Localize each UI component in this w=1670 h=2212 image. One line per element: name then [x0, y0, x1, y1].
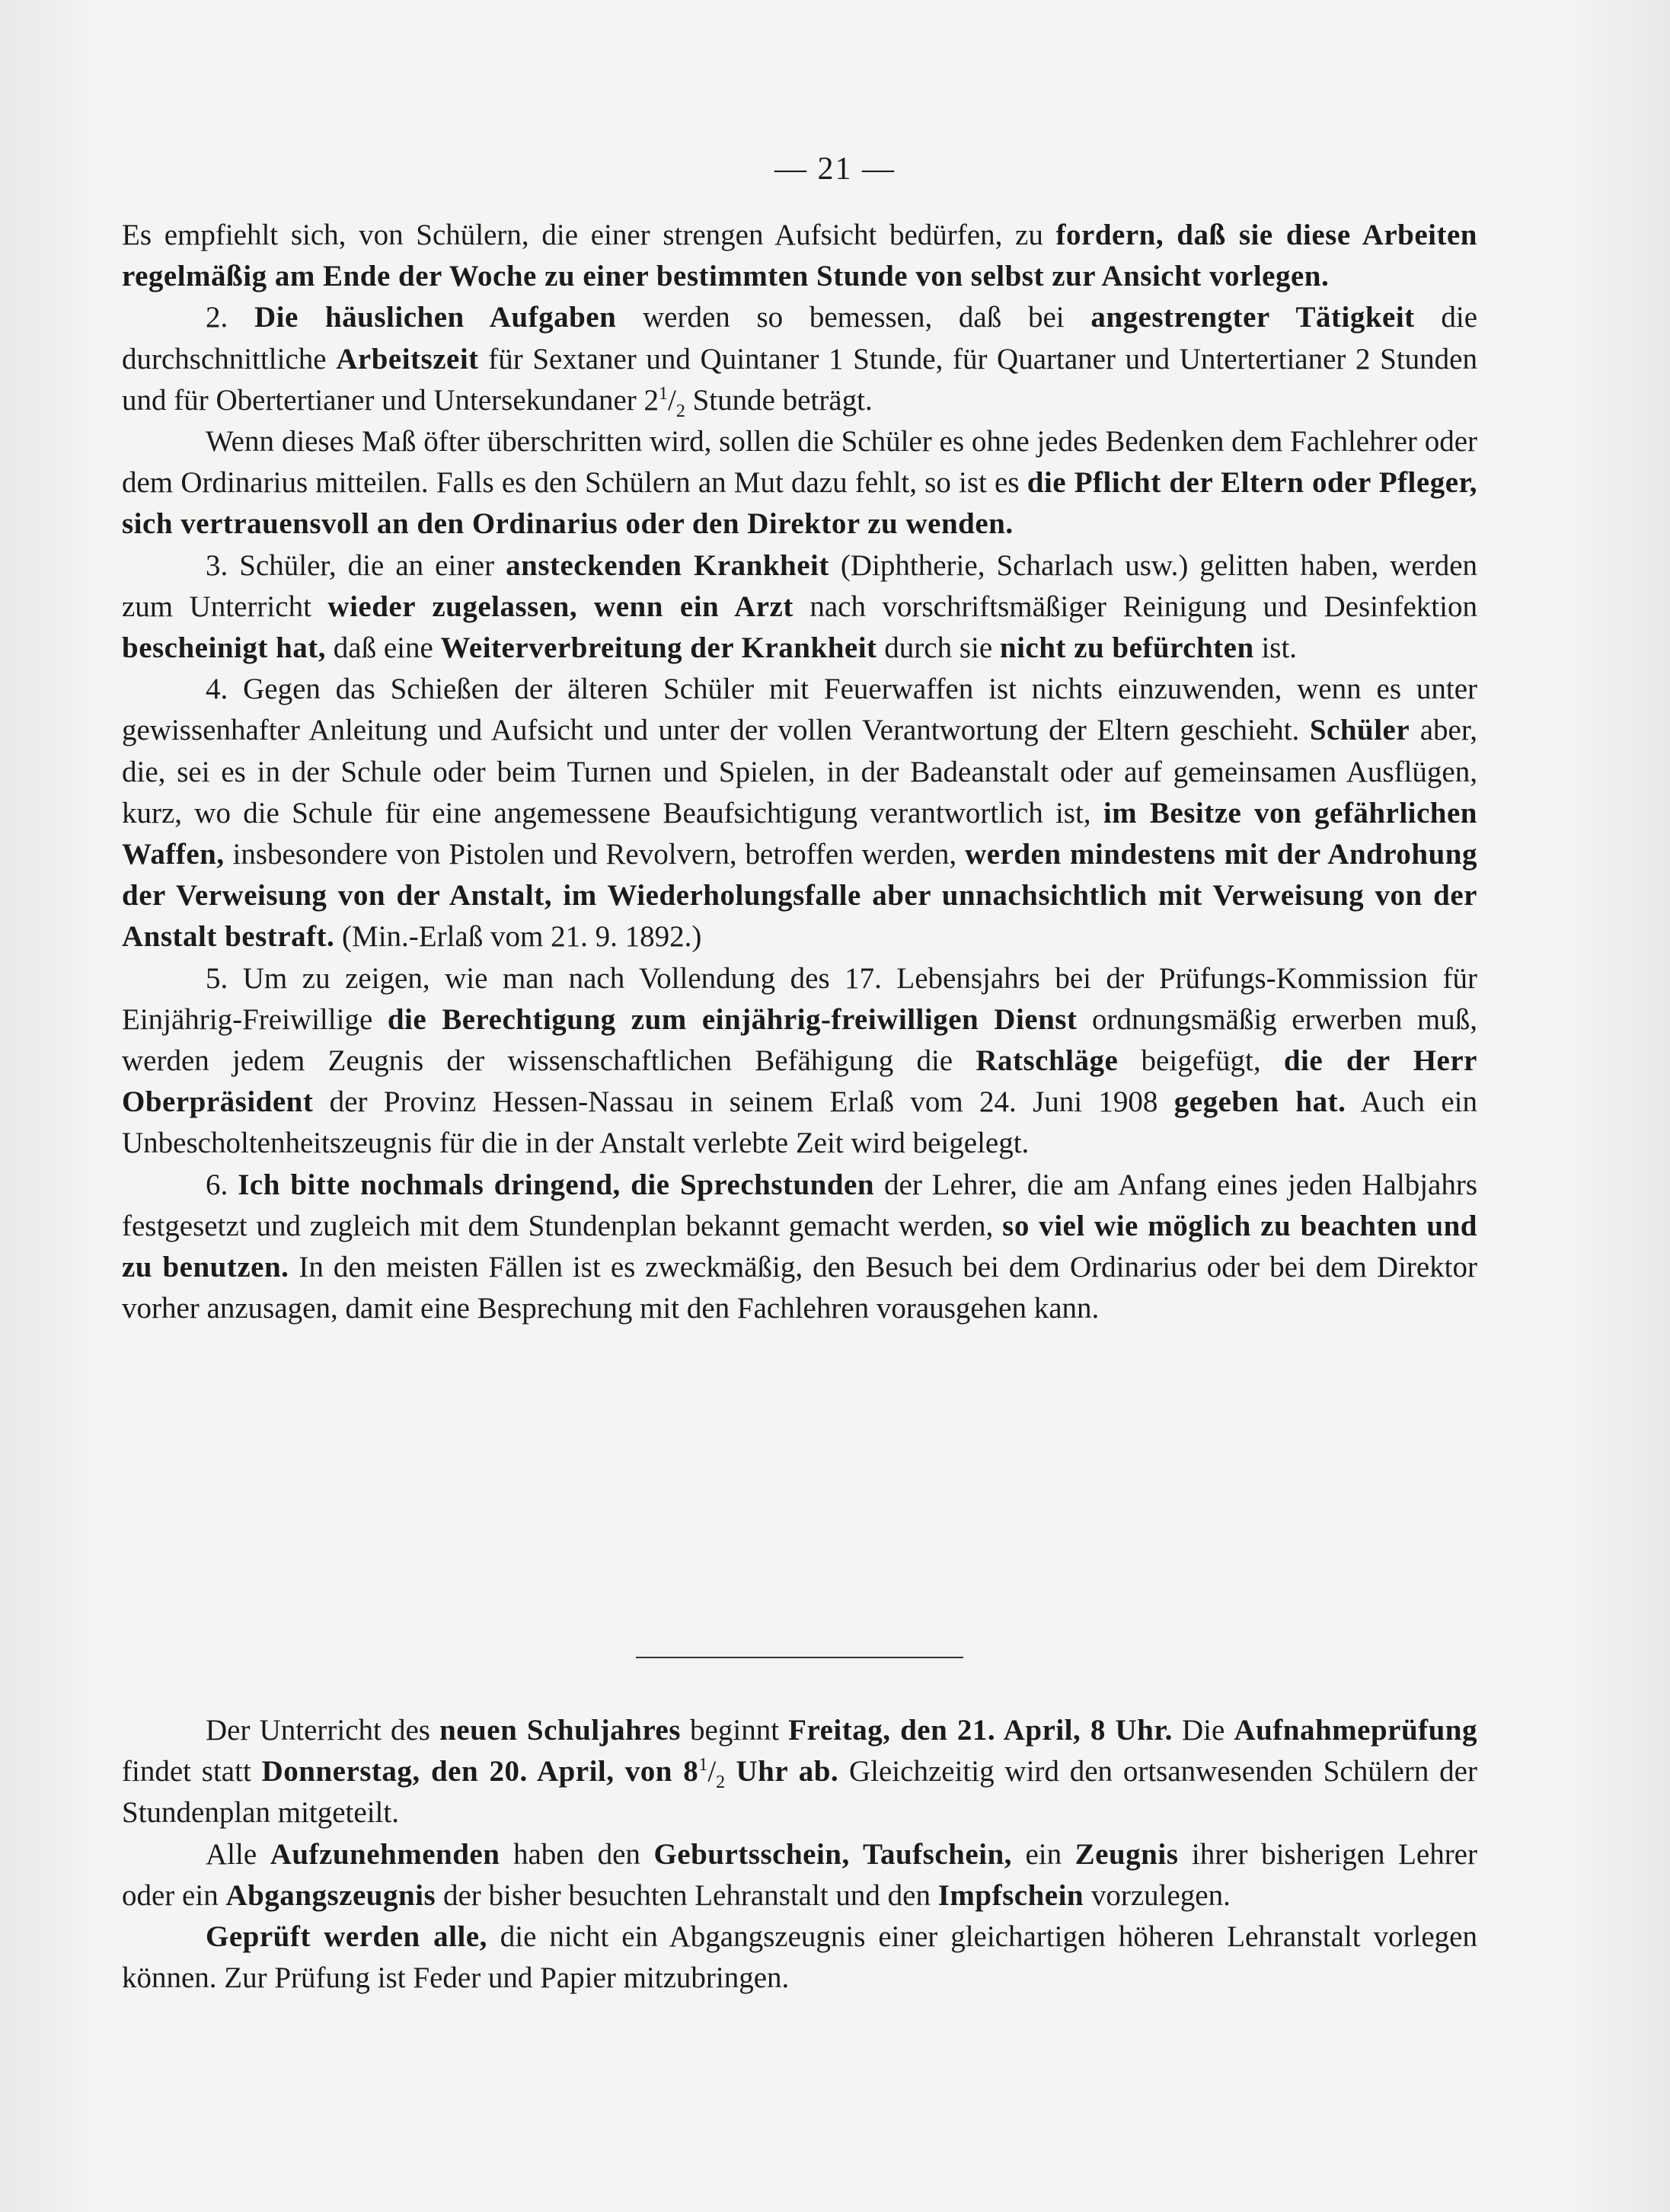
paragraph-parents-duty: Wenn dieses Maß öfter überschritten wird, sollen die Schüler es ohne jedes Bedenken dem Fachlehrer oder dem Ordinarius mitteilen. Falls es den Schülern an Mut dazu fehlt, so ist es die Pflicht der Eltern oder Pfleger, sich vertrauensvoll an den Ordinarius oder den Direktor zu wenden. — [122, 425, 1477, 541]
paragraph-required-documents: Alle Aufzunehmenden haben den Geburtsschein, Taufschein, ein Zeugnis ihrer bisherigen Lehrer oder ein Abgangszeugnis der bisher besuchten Lehranstalt und den Impfschein vorzulegen. — [122, 1837, 1477, 1912]
section-divider — [636, 1657, 963, 1658]
paragraph-volunteer-service: 5. Um zu zeigen, wie man nach Vollendung des 17. Lebensjahrs bei der Prüfungs-Kommission für Einjährig-Freiwillige die Berechtigung zum einjährig-freiwilligen Dienst ordnungsmäßig erwerben muß, werden jedem Zeugnis der wissenschaftlichen Befähigung die Ratschläge beigefügt, die der Herr Oberpräsident der Provinz Hessen-Nassau in seinem Erlaß vom 24. Juni 1908 gegeben hat. Auch ein Unbescholtenheitszeugnis für die in der Anstalt verlebte Zeit wird beigelegt. — [122, 961, 1477, 1160]
paragraph-contagious-disease: 3. Schüler, die an einer ansteckenden Krankheit (Diphtherie, Scharlach usw.) gelitten haben, werden zum Unterricht wieder zugelassen, wenn ein Arzt nach vorschriftsmäßiger Reinigung und Desinfektion bescheinigt hat, daß eine Weiterverbreitung der Krankheit durch sie nicht zu befürchten ist. — [122, 548, 1478, 665]
paragraph-school-start: Der Unterricht des neuen Schuljahres beginnt Freitag, den 21. April, 8 Uhr. Die Aufnahmeprüfung findet statt Donnerstag, den 20. April, von $8^1/_2$ Uhr ab. Gleichzeitig wird den ortsanwesenden Schülern der Stundenplan mitgeteilt. — [122, 1714, 1477, 1830]
paragraph-office-hours: 6. Ich bitte nochmals dringend, die Sprechstunden der Lehrer, die am Anfang eines jeden Halbjahrs festgesetzt und zugleich mit dem Stundenplan bekannt gemacht werden, so viel wie möglich zu beachten und zu benutzen. In den meisten Fällen ist es zweckmäßig, den Besuch bei dem Ordinarius oder bei dem Direktor vorher anzusagen, damit eine Besprechung mit den Fachlehren vorausgehen kann. — [122, 1168, 1478, 1325]
paragraph-homework-inspection: Es empfiehlt sich, von Schülern, die einer strengen Aufsicht bedürfen, zu fordern, daß sie diese Arbeiten regelmäßig am Ende der Woche zu einer bestimmten Stunde von selbst zur Ansicht vorlegen. — [122, 219, 1477, 293]
paragraph-examination: Geprüft werden alle, die nicht ein Abgangszeugnis einer gleichartigen höheren Lehranstalt vorlegen können. Zur Prüfung ist Feder und Papier mitzubringen. — [122, 1920, 1477, 1995]
main-text — [122, 215, 1477, 1329]
paragraph-homework-time: 2. Die häuslichen Aufgaben werden so bemessen, daß bei angestrengter Tätigkeit die durchschnittliche Arbeitszeit für Sextaner und Quintaner 1 Stunde, für Quartaner und Untertertianer 2 Stunden und für Obertertianer und Untersekundaner $2^1/_2$ Stunde beträgt. — [122, 301, 1478, 421]
announcement-text — [122, 1710, 1477, 1999]
paragraph-firearms: 4. Gegen das Schießen der älteren Schüler mit Feuerwaffen ist nichts einzuwenden, wenn es unter gewissenhafter Anleitung und Aufsicht und unter der vollen Verantwortung der Eltern geschieht. Schüler aber, die, sei es in der Schule oder beim Turnen und Spielen, in der Badeanstalt oder auf gemeinsamen Ausflügen, kurz, wo die Schule für eine angemessene Beaufsichtigung verantwortlich ist, im Besitze von gefährlichen Waffen, insbesondere von Pistolen und Revolvern, betroffen werden, werden mindestens mit der Androhung der Verweisung von der Anstalt, im Wiederholungsfalle aber unnachsichtlich mit Verweisung von der Anstalt bestraft. (Min.-Erlaß vom 21. 9. 1892.) — [122, 673, 1477, 954]
page-number: — 21 — — [774, 152, 896, 187]
